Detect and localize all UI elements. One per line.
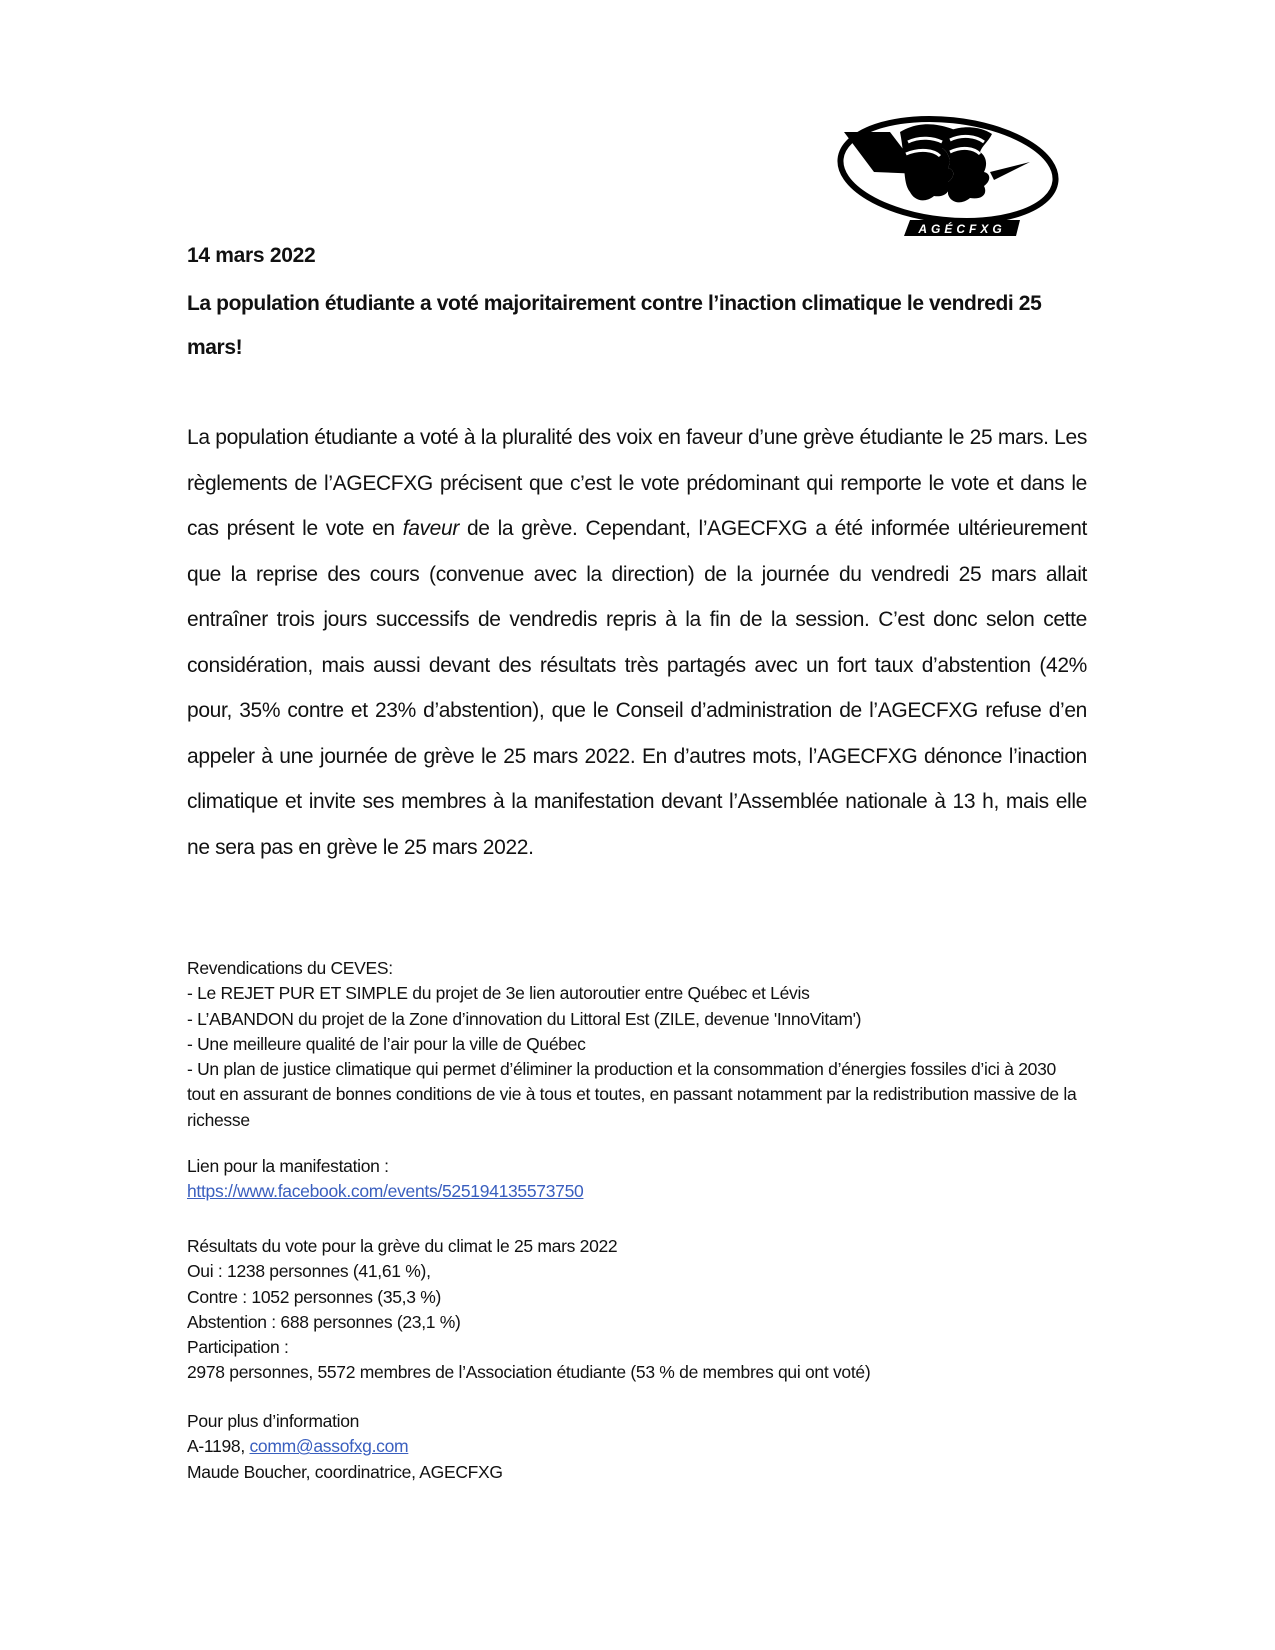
release-date: 14 mars 2022 <box>187 244 316 267</box>
headline: La population étudiante a voté majoritairement contre l’inaction climatique le vendredi 25 mars! <box>187 292 1042 359</box>
event-link-section <box>187 1154 1087 1205</box>
results-against: Contre : 1052 personnes (35,3 %) <box>187 1286 442 1307</box>
logo-graphic <box>830 112 1070 242</box>
emphasis-text: faveur <box>402 517 459 540</box>
contact-title: Pour plus d’information <box>187 1411 360 1431</box>
contact-section <box>187 1409 1087 1485</box>
demand-item: - Le REJET PUR ET SIMPLE du projet de 3e lien autoroutier entre Québec et Lévis <box>187 983 810 1004</box>
main-paragraph <box>187 415 1087 870</box>
facebook-event-link[interactable]: https://www.facebook.com/events/525194135573750 <box>187 1181 584 1202</box>
results-title: Résultats du vote pour la grève du climat le 25 mars 2022 <box>187 1236 618 1256</box>
contact-office-line <box>187 1434 1087 1459</box>
signature: Maude Boucher, coordinatrice, AGECFXG <box>187 1461 503 1482</box>
press-release-header <box>187 238 1087 370</box>
results-yes: Oui : 1238 personnes (41,61 %), <box>187 1261 431 1282</box>
demands-title: Revendications du CEVES: <box>187 958 393 978</box>
participation-label: Participation : <box>187 1337 289 1358</box>
participation-value: 2978 personnes, 5572 membres de l’Association étudiante (53 % de membres qui ont voté) <box>187 1362 871 1383</box>
paragraph-part-2: de la grève. Cependant, l’AGECFXG a été informée ultérieurement que la reprise des cours (convenue avec la direction) de la journée du vendredi 25 mars allait entraîner trois jours successifs de vendredis repris à la fin de la session. C’est donc selon cette considération, mais aussi devant des résultats très partagés avec un fort taux d’abstention (42% pour, 35% contre et 23% d’abstention), que le Conseil d’administration de l’AGECFXG refuse d’en appeler à une journée de grève le 25 mars 2022. En d’autres mots, l’AGECFXG dénonce l’inaction climatique et invite ses membres à la manifestation devant l’Assemblée nationale à 13 h, mais elle ne sera pas en grève le 25 mars 2022. <box>187 517 1088 859</box>
logo-text: AGÉCFXG <box>918 222 1006 236</box>
demand-item: - Une meilleure qualité de l’air pour la ville de Québec <box>187 1033 586 1054</box>
office-number: A-1198, <box>187 1436 250 1457</box>
event-link-label: Lien pour la manifestation : <box>187 1156 389 1176</box>
demands-section <box>187 956 1087 1133</box>
demand-item: - Un plan de justice climatique qui permet d’éliminer la production et la consommation d’énergies fossiles d’ici à 2030 tout en assurant de bonnes conditions de vie à tous et toutes, en passant notamment par la redistribution massive de la richesse <box>187 1059 1077 1130</box>
vote-results-section <box>187 1234 1087 1386</box>
email-link[interactable]: comm@assofxg.com <box>249 1436 409 1457</box>
agecfxg-logo <box>830 112 1070 242</box>
demand-item: - L’ABANDON du projet de la Zone d’innovation du Littoral Est (ZILE, devenue 'InnoVitam') <box>187 1008 862 1029</box>
paragraph-part-1: La population étudiante a voté à la pluralité des voix en faveur d’une grève étudiante le 25 mars. Les règlements de l’AGECFXG précisent que c’est le vote prédominant qui remporte le vote et dans le cas présent le vote en <box>187 426 1087 540</box>
results-abstention: Abstention : 688 personnes (23,1 %) <box>187 1311 461 1332</box>
